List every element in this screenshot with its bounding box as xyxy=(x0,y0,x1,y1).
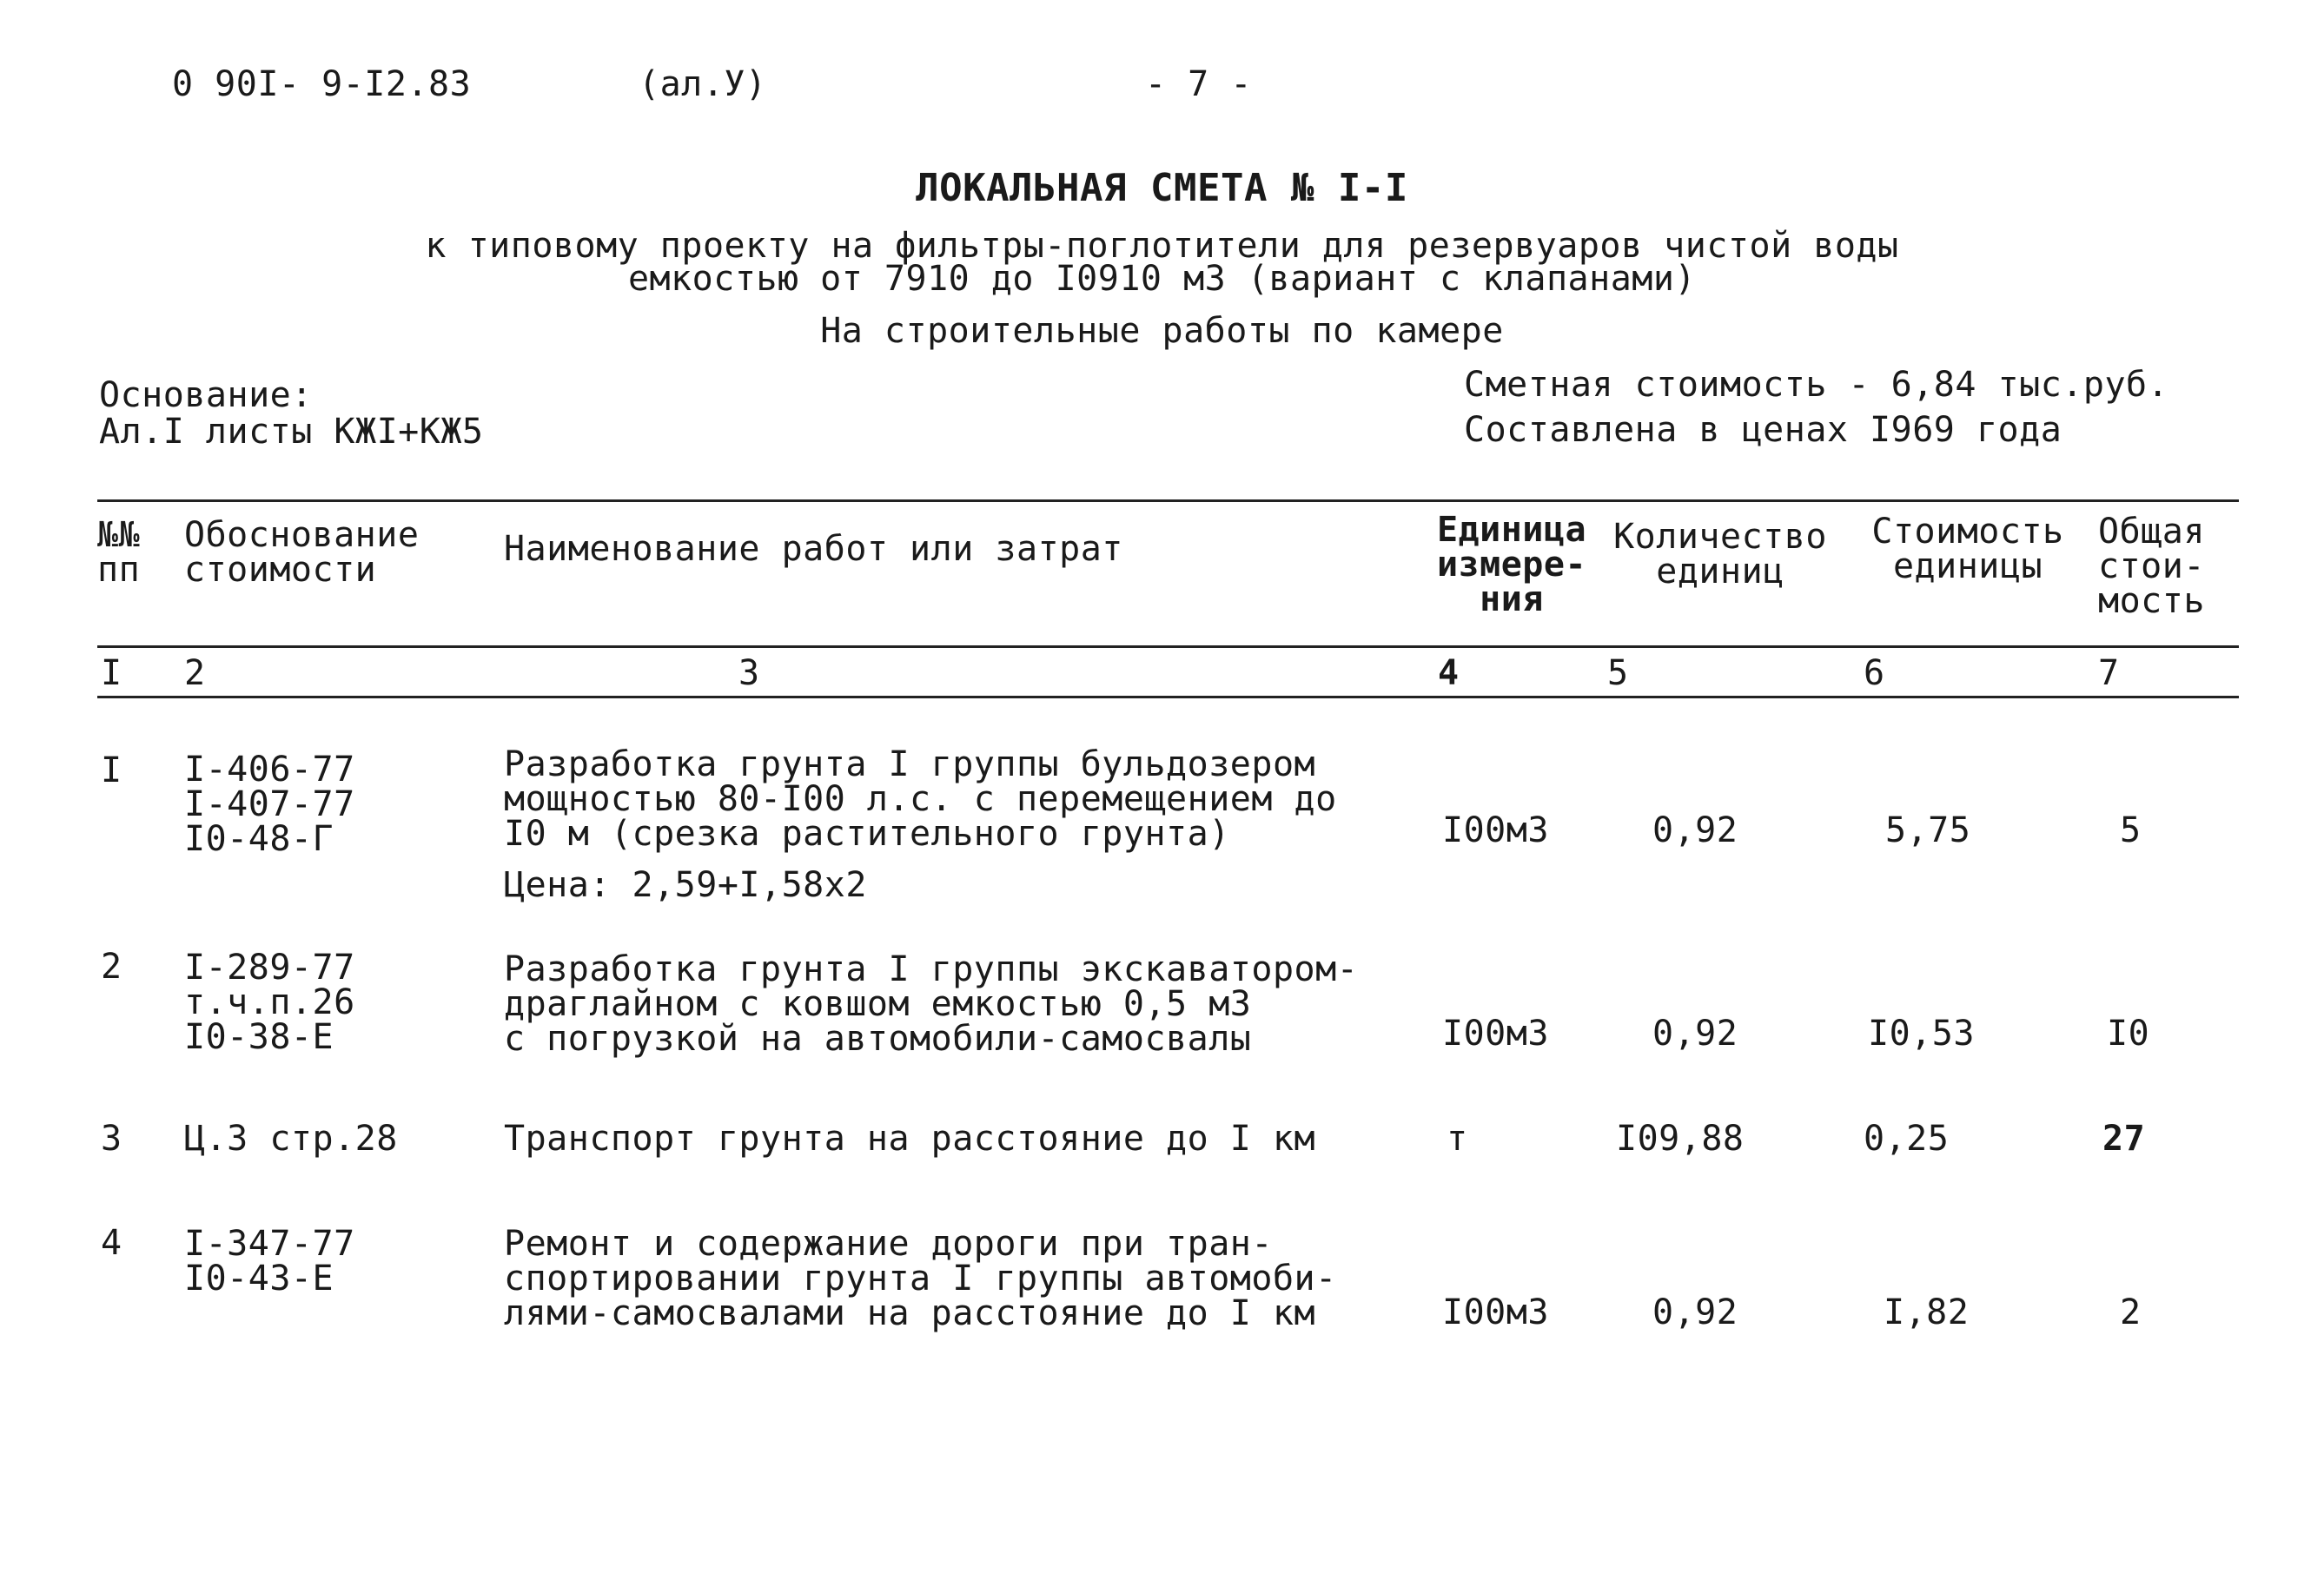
row-4-quantity: 0,92 xyxy=(1652,1292,1738,1332)
subtitle-line-1: к типовому проекту на фильтры-поглотители для резервуаров чистой воды xyxy=(425,226,1899,266)
row-2-unit: I00м3 xyxy=(1442,1014,1549,1054)
header-col-unit: Единица измере- ния xyxy=(1436,510,1587,619)
row-1-quantity: 0,92 xyxy=(1652,810,1738,850)
row-1-basis: I-406-77 I-407-77 I0-48-Г xyxy=(184,750,355,859)
page-number: - 7 - xyxy=(1145,64,1252,104)
row-1-price-note: Цена: 2,59+I,58х2 xyxy=(504,865,867,905)
header-col-total: Общая стои- мость xyxy=(2098,512,2205,621)
column-number-6: 6 xyxy=(1864,653,1885,693)
column-number-5: 5 xyxy=(1607,653,1629,693)
row-1-unit-price: 5,75 xyxy=(1885,810,1971,850)
table-top-rule xyxy=(97,499,2239,502)
row-3-unit: т xyxy=(1447,1119,1468,1159)
row-4-unit-price: I,82 xyxy=(1884,1292,1970,1332)
column-number-7: 7 xyxy=(2098,653,2120,693)
numbers-bottom-rule xyxy=(97,696,2239,698)
header-col-name: Наименование работ или затрат xyxy=(504,529,1123,569)
row-4-unit: I00м3 xyxy=(1442,1292,1549,1332)
row-1-total: 5 xyxy=(2120,810,2142,850)
basis-label: Основание: xyxy=(99,375,313,415)
column-number-1: I xyxy=(101,653,122,693)
row-4-name: Ремонт и содержание дороги при тран- спортировании грунта I группы автомоби- лями-самосвалами на расстояние до I км xyxy=(504,1224,1337,1333)
column-number-4: 4 xyxy=(1438,653,1460,693)
row-2-basis: I-289-77 т.ч.п.26 I0-38-Е xyxy=(184,948,355,1057)
album-label: (ал.У) xyxy=(639,64,767,104)
row-2-number: 2 xyxy=(101,947,122,987)
row-4-total: 2 xyxy=(2120,1292,2142,1332)
header-col-unit-price: Стоимость единицы xyxy=(1871,512,2064,586)
row-3-name: Транспорт грунта на расстояние до I км xyxy=(504,1119,1316,1159)
row-1-number: I xyxy=(101,750,122,790)
document-title: ЛОКАЛЬНАЯ СМЕТА № I-I xyxy=(916,166,1408,210)
row-3-total: 27 xyxy=(2102,1119,2146,1159)
row-4-number: 4 xyxy=(101,1223,122,1263)
header-bottom-rule xyxy=(97,645,2239,648)
subtitle-line-3: На строительные работы по камере xyxy=(820,311,1504,351)
basis-value: Ал.I листы КЖI+КЖ5 xyxy=(99,412,484,452)
row-3-number: 3 xyxy=(101,1119,122,1159)
row-2-quantity: 0,92 xyxy=(1652,1014,1738,1054)
column-number-2: 2 xyxy=(184,653,206,693)
row-2-total: I0 xyxy=(2107,1014,2150,1054)
subtitle-line-2: емкостью от 7910 до I0910 м3 (вариант с клапанами) xyxy=(627,259,1697,299)
header-col-quantity: Количество единиц xyxy=(1613,517,1827,592)
document-code: 0 90I- 9-I2.83 xyxy=(172,64,472,104)
price-base-year: Составлена в ценах I969 года xyxy=(1464,410,2062,450)
row-2-unit-price: I0,53 xyxy=(1868,1014,1975,1054)
estimated-cost: Сметная стоимость - 6,84 тыс.руб. xyxy=(1464,365,2169,405)
header-col-basis: Обоснование стоимости xyxy=(184,515,420,590)
row-3-unit-price: 0,25 xyxy=(1864,1119,1950,1159)
row-1-name: Разработка грунта I группы бульдозером мощностью 80-I00 л.с. с перемещением до I0 м (срезка растительного грунта) xyxy=(504,744,1337,854)
header-col-number: №№ пп xyxy=(97,515,141,590)
row-3-basis: Ц.3 стр.28 xyxy=(184,1119,398,1159)
row-2-name: Разработка грунта I группы экскаватором- драглайном с ковшом емкостью 0,5 м3 с погрузкой на автомобили-самосвалы xyxy=(504,949,1359,1059)
row-3-quantity: I09,88 xyxy=(1616,1119,1745,1159)
column-number-3: 3 xyxy=(738,653,760,693)
row-1-unit: I00м3 xyxy=(1442,810,1549,850)
row-4-basis: I-347-77 I0-43-Е xyxy=(184,1224,355,1299)
